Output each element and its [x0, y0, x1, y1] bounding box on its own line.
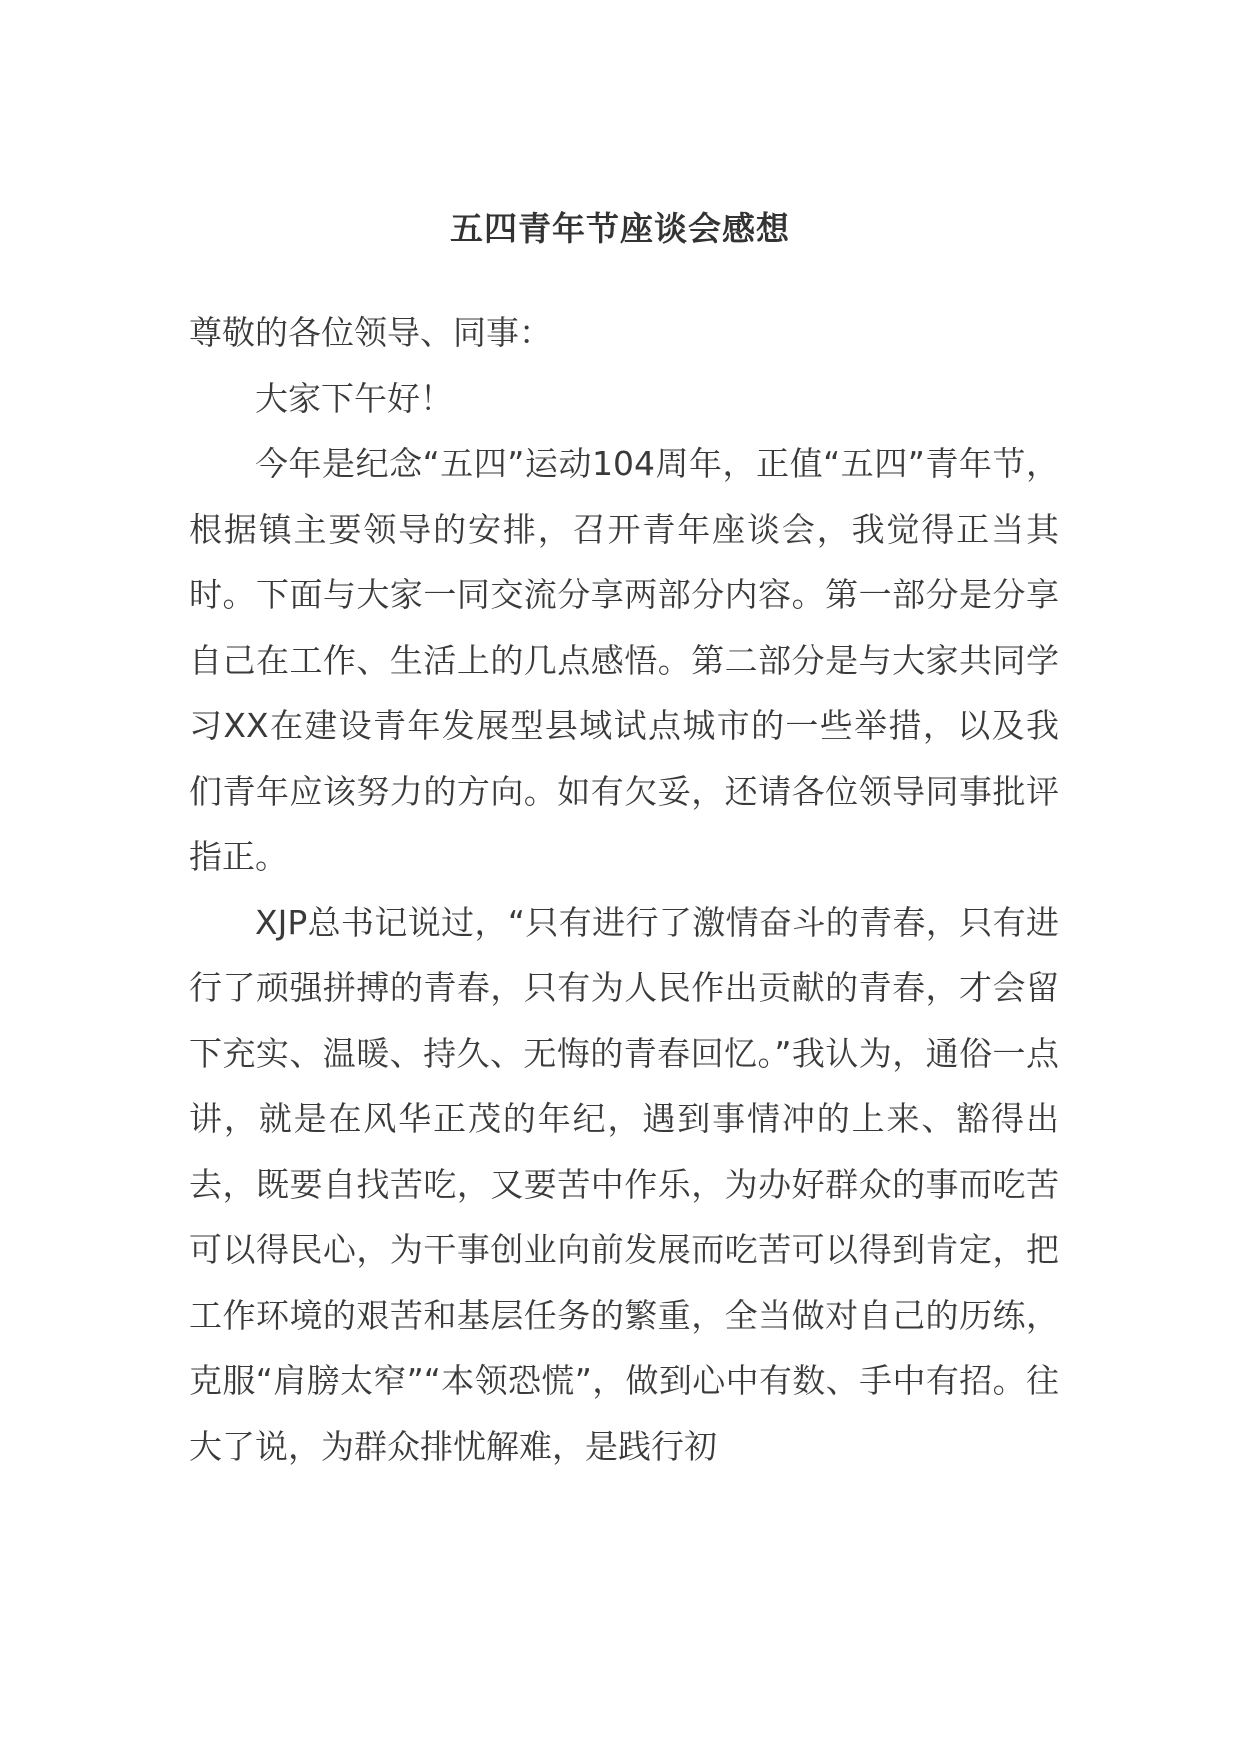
salutation: 尊敬的各位领导、同事：	[189, 313, 552, 352]
paragraph-intro: 今年是纪念“五四”运动104周年，正值“五四”青年节，根据镇主要领导的安排，召开青年座谈会，我觉得正当其时。下面与大家一同交流分享两部分内容。第一部分是分享自己在工作、生活上的几点感悟。第二部分是与大家共同学习XX在建设青年发展型县域试点城市的一些举措，以及我们青年应该努力的方向。如有欠妥，还请各位领导同事批评指正。	[189, 444, 1059, 876]
document-body	[189, 300, 1059, 1479]
paragraph-greeting: 大家下午好！	[255, 378, 453, 418]
paragraph-quote: XJP总书记说过，“只有进行了激情奋斗的青春，只有进行了顽强拼搏的青春，只有为人民作出贡献的青春，才会留下充实、温暖、持久、无悔的青春回忆。”我认为，通俗一点讲，就是在风华正茂的年纪，遇到事情冲的上来、豁得出去，既要自找苦吃，又要苦中作乐，为办好群众的事而吃苦可以得民心，为干事创业向前发展而吃苦可以得到肯定，把工作环境的艰苦和基层任务的繁重，全当做对自己的历练，克服“肩膀太窄”“本领恐慌”，做到心中有数、手中有招。往大了说，为群众排忧解难，是践行初	[189, 902, 1059, 1466]
document-title: 五四青年节座谈会感想	[450, 209, 790, 248]
